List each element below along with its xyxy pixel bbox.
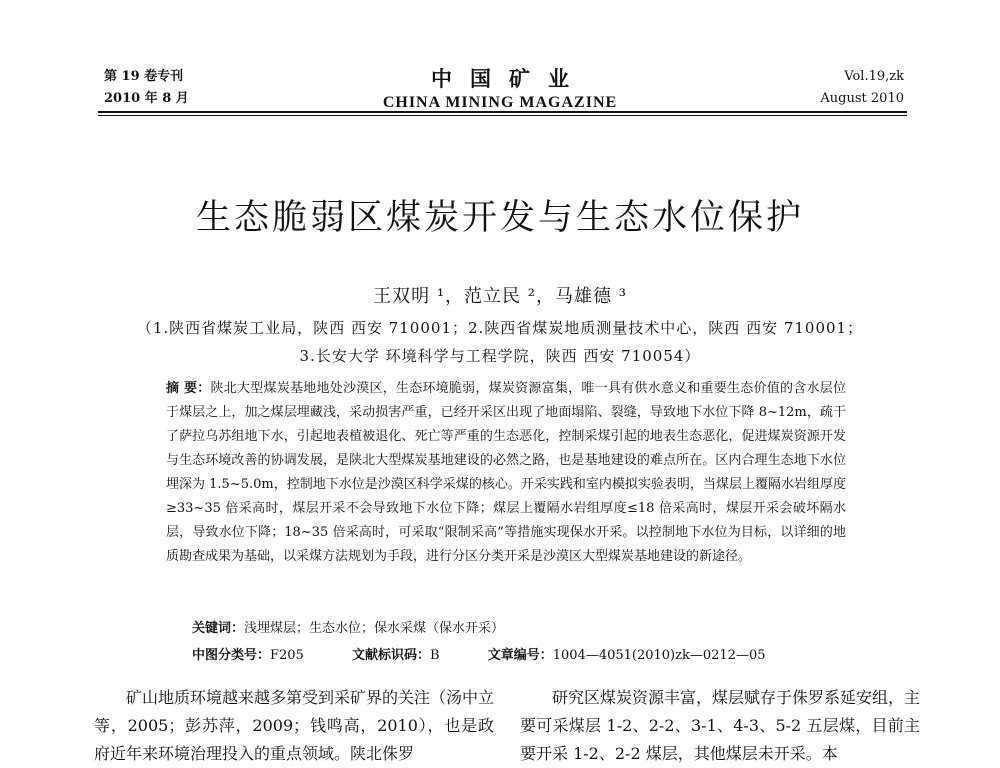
keywords-label: 关键词： (192, 621, 245, 636)
classification-line (192, 644, 809, 663)
header-rule-thick (98, 111, 907, 113)
volume-en: Vol.19,zk (844, 69, 904, 84)
body-paragraph: 矿山地质环境越来越多第受到采矿界的关注（汤中立等，2005；彭苏萍，2009；钱鸣高，2010），也是政府近年来环境治理投入的重点领域。陕北侏罗 (94, 688, 495, 763)
journal-volume-info (820, 66, 904, 110)
article-number: 文章编号：1004—4051(2010)zk—0212—05 (487, 648, 766, 663)
affiliation-line-2: 3.长安大学 环境科学与工程学院，陕西 西安 710054） (299, 347, 701, 365)
abstract-label: 摘 要： (166, 381, 211, 396)
header-rule-thin (98, 115, 907, 116)
volume-label: 第 19 卷专刊 (104, 69, 184, 84)
clc-code: 中图分类号：F205 (192, 648, 304, 663)
journal-name-en: CHINA MINING MAGAZINE (382, 94, 618, 111)
journal-name-cn: 中国矿业 (431, 66, 587, 91)
abstract-text: 陕北大型煤炭基地地处沙漠区，生态环境脆弱，煤炭资源富集，唯一具有供水意义和重要生态价值的含水层位于煤层之上，加之煤层埋藏浅，采动损害严重，已经开采区出现了地面塌陷、裂缝，导致地下水位下降 8~12m，疏干了萨拉乌苏组地下水，引起地表植被退化、死亡等严重的生态恶化，控制采煤引起的地表生态恶化，促进煤炭资源开发与生态环境改善的协调发展，是陕北大型煤炭基地建设的必然之路，也是基地建设的难点所在。区内合理生态地下水位埋深为 1.5~5.0m，控制地下水位是沙漠区科学采煤的核心。开采实践和室内模拟实验表明，当煤层上覆隔水岩组厚度≥33~35 倍采高时，煤层开采不会导致地下水位下降；煤层上覆隔水岩组厚度≤18 倍采高时，煤层开采会破坏隔水层，导致水位下降；18~35 倍采高时，可采取“限制采高”等措施实现保水开采。以控制地下水位为目标，以详细的地质勘查成果为基础，以采煤方法规划为手段，进行分区分类开采是沙漠区大型煤炭基地建设的新途径。 (166, 381, 846, 564)
body-column-right (520, 684, 920, 768)
affiliation-line-1: （1.陕西省煤炭工业局，陕西 西安 710001；2.陕西省煤炭地质测量技术中心，陕西 西安 710001； (136, 319, 864, 337)
body-column-left (94, 684, 494, 768)
issue-date: 2010 年 8 月 (104, 91, 189, 106)
body-paragraph: 研究区煤炭资源丰富，煤层赋存于侏罗系延安组，主要可采煤层 1-2、2-2、3-1、4-3、5-2 五层煤，目前主要开采 1-2、2-2 煤层，其他煤层未开采。本 (520, 688, 921, 763)
date-en: August 2010 (820, 91, 904, 106)
keywords (192, 617, 504, 636)
article-title: 生态脆弱区煤炭开发与生态水位保护 (195, 198, 804, 238)
author-list: 王双明 ¹，范立民 ²，马雄德 ³ (373, 286, 627, 307)
keywords-text: 浅埋煤层；生态水位；保水采煤（保水开采） (244, 621, 505, 636)
abstract (166, 377, 846, 569)
document-code: 文献标识码：B (352, 648, 440, 663)
